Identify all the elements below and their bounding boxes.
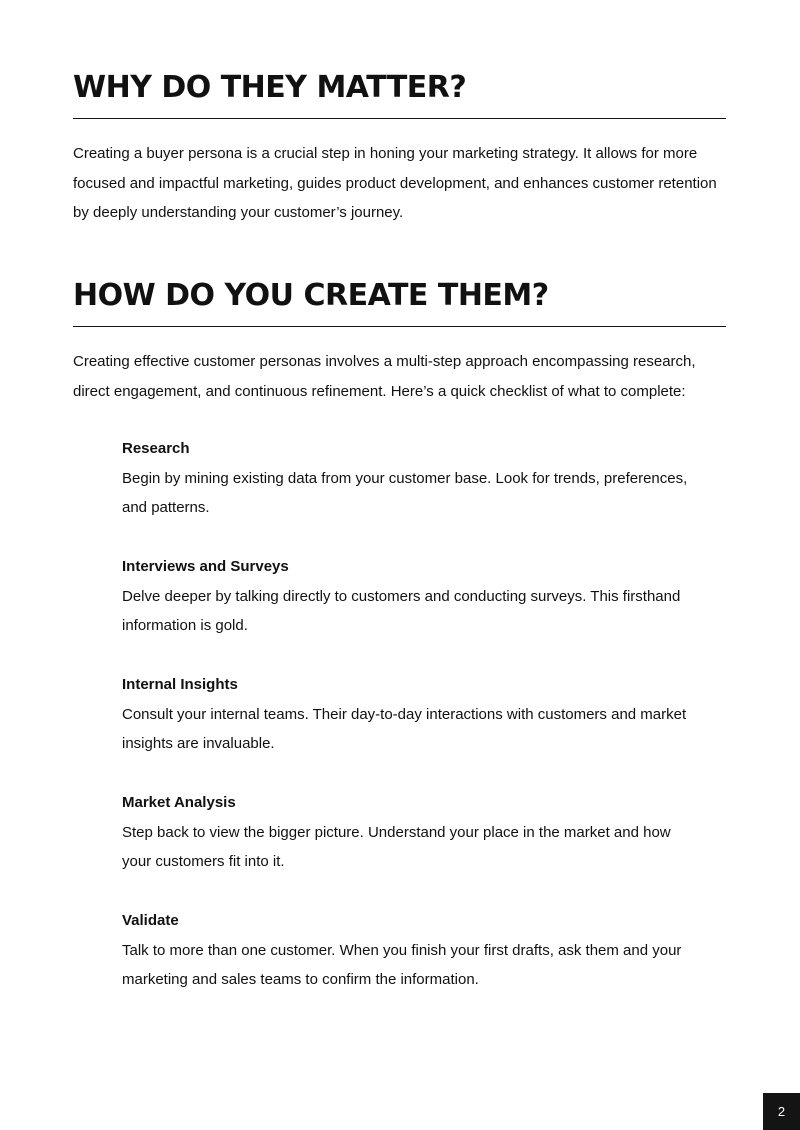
checklist-item-market-analysis: [122, 788, 702, 877]
section-how-to-create: [73, 276, 726, 406]
checklist-item-title: Validate: [122, 912, 179, 929]
section-divider: [73, 326, 726, 327]
checklist-item-interviews: [122, 552, 702, 641]
checklist-item-research: [122, 434, 702, 523]
checklist-item-body: Begin by mining existing data from your customer base. Look for trends, preferences, and patterns.: [122, 469, 688, 516]
checklist-item-title: Interviews and Surveys: [122, 558, 289, 575]
section-why-they-matter: [73, 68, 726, 228]
section-paragraph: Creating effective customer personas involves a multi-step approach encompassing research, direct engagement, and continuous refinement. Here’s a quick checklist of what to complete:: [73, 353, 696, 400]
checklist-item-body: Step back to view the bigger picture. Understand your place in the market and how your customers fit into it.: [122, 823, 671, 870]
checklist-item-validate: [122, 906, 702, 995]
checklist-item-title: Research: [122, 440, 190, 457]
checklist-item-internal-insights: [122, 670, 702, 759]
checklist-item-body: Consult your internal teams. Their day-to-day interactions with customers and market insights are invaluable.: [122, 705, 687, 752]
checklist: [122, 434, 702, 1024]
section-title: WHY DO THEY MATTER?: [73, 70, 467, 105]
checklist-item-body: Delve deeper by talking directly to customers and conducting surveys. This firsthand information is gold.: [122, 587, 681, 634]
section-divider: [73, 118, 726, 119]
section-title: HOW DO YOU CREATE THEM?: [73, 278, 549, 313]
checklist-item-title: Internal Insights: [122, 676, 238, 693]
checklist-item-title: Market Analysis: [122, 794, 236, 811]
page-number: 2: [763, 1093, 800, 1130]
checklist-item-body: Talk to more than one customer. When you finish your first drafts, ask them and your marketing and sales teams to confirm the information.: [122, 941, 682, 988]
section-paragraph: Creating a buyer persona is a crucial step in honing your marketing strategy. It allows for more focused and impactful marketing, guides product development, and enhances customer retention by deeply understanding your customer’s journey.: [73, 145, 717, 221]
